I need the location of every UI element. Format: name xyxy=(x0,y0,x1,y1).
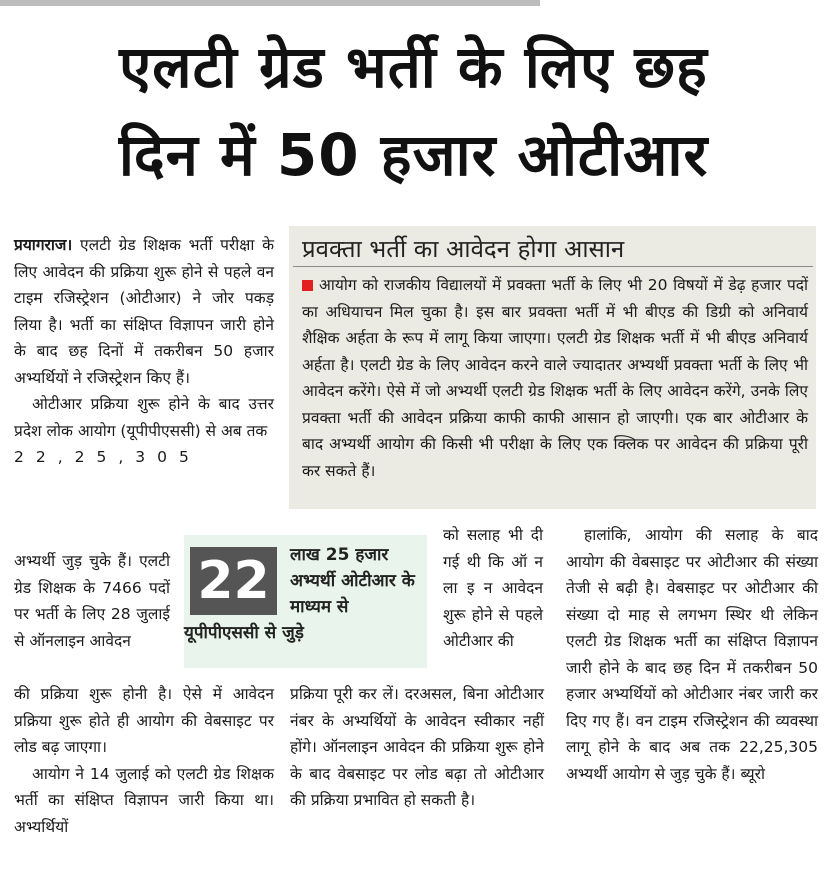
top-rule xyxy=(0,0,540,6)
left-paragraph-2-rest: की प्रक्रिया शुरू होनी है। ऐसे में आवेदन प्रक्रिया शुरू होते ही आयोग की वेबसाइट पर लोड बढ़ जाएगा। xyxy=(14,685,274,756)
dateline: प्रयागराज। xyxy=(14,236,73,254)
box-body xyxy=(302,272,808,484)
callout-number: 22 xyxy=(190,547,277,615)
headline-line-1: एलटी ग्रेड भर्ती के लिए छह xyxy=(119,33,708,101)
callout-text-last: यूपीपीएससी से जुड़े xyxy=(184,623,304,643)
left-paragraph-2-short: अभ्यर्थी जुड़ चुके हैं। एलटी ग्रेड शिक्षक के 7466 पदों पर भर्ती के लिए 28 जुलाई से ऑनलाइन आवेदन xyxy=(14,552,170,650)
left-paragraph-2: ओटीआर प्रक्रिया शुरू होने के बाद उत्तर प्रदेश लोक आयोग (यूपीपीएससी) से अब तक xyxy=(14,395,274,440)
box-divider xyxy=(293,266,813,267)
headline-line-2: दिन में 50 हजार ओटीआर xyxy=(118,121,709,189)
left-paragraph-3: आयोग ने 14 जुलाई को एलटी ग्रेड शिक्षक भर्ती का संक्षिप्त विज्ञापन जारी किया था। अभ्यर्थियों xyxy=(14,764,274,836)
middle-column-top: को सलाह भी दी गई थी कि ऑ न ला इ न आवेदन शुरू होने से पहले ओटीआर की xyxy=(443,526,543,650)
callout-text: लाख 25 हजार अभ्यर्थी ओटीआर के माध्यम से xyxy=(290,545,415,617)
left-column-top xyxy=(14,232,274,471)
right-paragraph: हालांकि, आयोग की सलाह के बाद आयोग की वेबसाइट पर ओटीआर की संख्या तेजी से बढ़ी है। वेबसाइट पर ओटीआर की संख्या दो माह से लगभग स्थिर थी लेकिन एलटी ग्रेड शिक्षक भर्ती का संक्षिप्त विज्ञापन जारी होने के बाद छह दिन में तकरीबन 50 हजार अभ्यर्थियों को ओटीआर नंबर जारी कर दिए गए हैं। वन टाइम रजिस्ट्रेशन की व्यवस्था लागू होने के बाद अब तक 22,25,305 अभ्यर्थी आयोग से जुड़ चुके हैं। ब्यूरो xyxy=(566,526,818,783)
middle-column-bottom: प्रक्रिया पूरी कर लें। दरअसल, बिना ओटीआर नंबर के अभ्यर्थियों के आवेदन स्वीकार नहीं होंगे। ऑनलाइन आवेदन की प्रक्रिया शुरू होने के बाद वेबसाइट पर लोड बढ़ा तो ओटीआर की प्रक्रिया प्रभावित हो सकती है। xyxy=(290,685,544,809)
left-column-bottom xyxy=(14,681,274,840)
box-title: प्रवक्ता भर्ती का आवेदन होगा आसान xyxy=(302,235,625,263)
right-column xyxy=(566,522,818,787)
left-paragraph-2-number: 22,25,305 xyxy=(14,448,201,466)
left-paragraph-1-text: एलटी ग्रेड शिक्षक भर्ती परीक्षा के लिए आवेदन की प्रक्रिया शुरू होने से पहले वन टाइम रजिस्ट्रेशन (ओटीआर) ने जोर पकड़ लिया है। भर्ती का संक्षिप्त विज्ञापन जारी होने के बाद छह दिनों में तकरीबन 50 हजार अभ्यर्थियों ने रजिस्ट्रेशन किए हैं। xyxy=(14,236,274,387)
box-body-text: आयोग को राजकीय विद्यालयों में प्रवक्ता भर्ती के लिए भी 20 विषयों में डेढ़ हजार पदों का अधियाचन मिल चुका है। इस बार प्रवक्ता भर्ती में भी बीएड की डिग्री को अनिवार्य शैक्षिक अर्हता के रूप में लागू किया जाएगा। एलटी ग्रेड शिक्षक भर्ती में भी बीएड अनिवार्य अर्हता है। एलटी ग्रेड के लिए आवेदन करने वाले ज्यादातर अभ्यर्थी प्रवक्ता भर्ती के लिए भी आवेदन करेंगे। ऐसे में जो अभ्यर्थी एलटी ग्रेड शिक्षक भर्ती के लिए आवेदन करेंगे, उनके लिए प्रवक्ता भर्ती की आवेदन प्रक्रिया काफी काफी आसान हो जाएगी। एक बार ओटीआर के बाद अभ्यर्थी आयोग की किसी भी परीक्षा के लिए एक क्लिक पर आवेदन की प्रक्रिया पूरी कर सकते हैं। xyxy=(302,276,808,480)
left-column-narrow xyxy=(14,548,170,654)
red-square-icon xyxy=(302,280,313,291)
left-paragraph-1 xyxy=(14,232,274,391)
